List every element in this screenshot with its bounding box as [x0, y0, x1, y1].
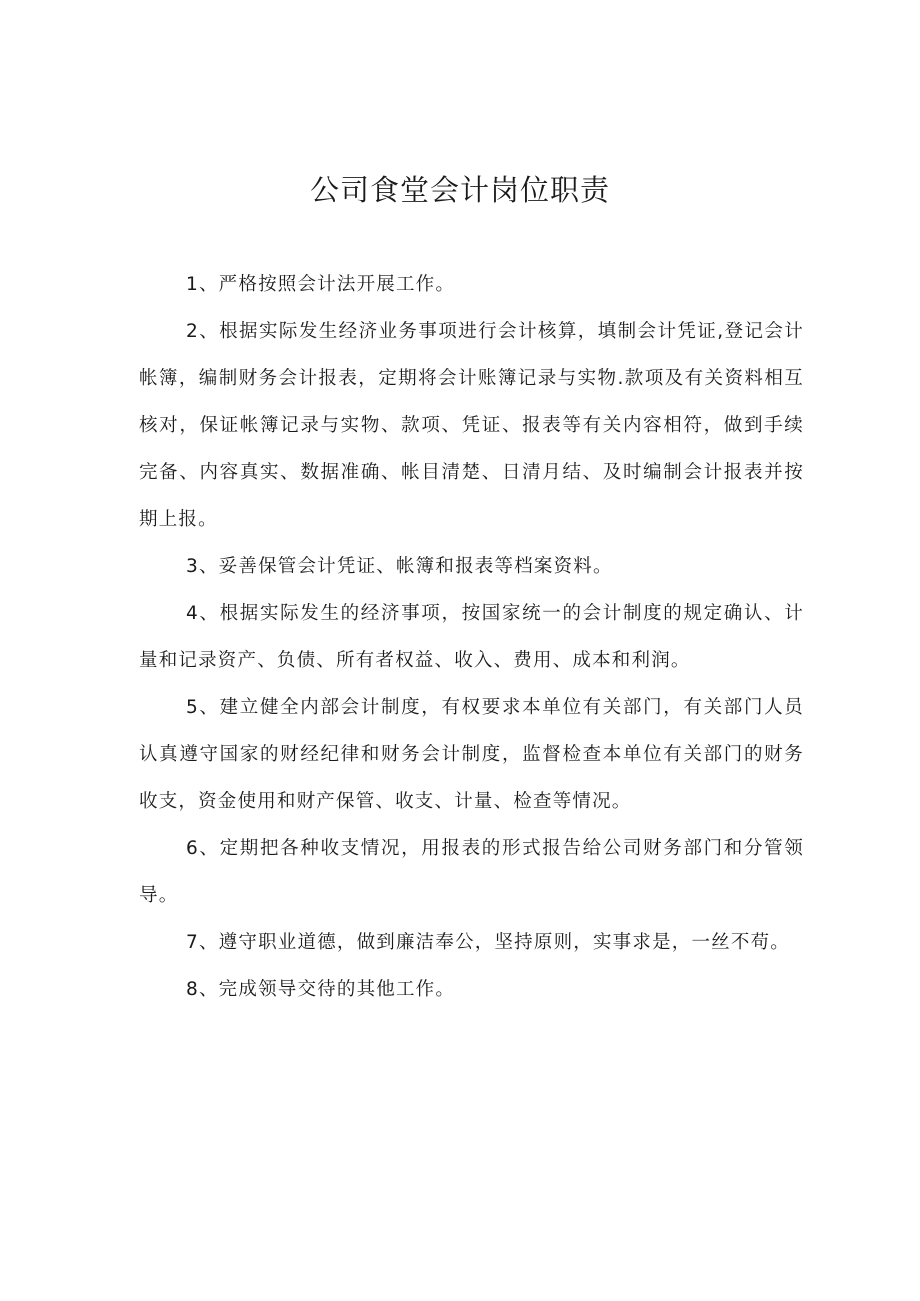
duty-paragraph-1: 1、严格按照会计法开展工作。 — [186, 274, 456, 295]
duty-paragraph-7: 7、遵守职业道德，做到廉洁奉公，坚持原则，实事求是，一丝不苟。 — [186, 932, 790, 953]
duty-paragraph-8: 8、完成领导交待的其他工作。 — [186, 979, 456, 1000]
duty-paragraph-5: 5、建立健全内部会计制度，有权要求本单位有关部门，有关部门人员认真遵守国家的财经纪律和财务会计制度，监督检查本单位有关部门的财务收支，资金使用和财产保管、收支、计量、检查等情况。 — [139, 697, 804, 812]
duty-paragraph-3: 3、妥善保管会计凭证、帐簿和报表等档案资料。 — [186, 556, 613, 577]
duty-paragraph-4: 4、根据实际发生的经济事项，按国家统一的会计制度的规定确认、计量和记录资产、负债、所有者权益、收入、费用、成本和利润。 — [139, 603, 804, 671]
document-title: 公司食堂会计岗位职责 — [309, 173, 610, 207]
duty-paragraph-6: 6、定期把各种收支情况，用报表的形式报告给公司财务部门和分管领导。 — [139, 838, 804, 906]
document-body — [139, 261, 804, 1013]
duty-paragraph-2: 2、根据实际发生经济业务事项进行会计核算，填制会计凭证,登记会计帐簿，编制财务会计报表，定期将会计账簿记录与实物.款项及有关资料相互核对，保证帐簿记录与实物、款项、凭证、报表等有关内容相符，做到手续完备、内容真实、数据准确、帐目清楚、日清月结、及时编制会计报表并按期上报。 — [139, 321, 804, 530]
